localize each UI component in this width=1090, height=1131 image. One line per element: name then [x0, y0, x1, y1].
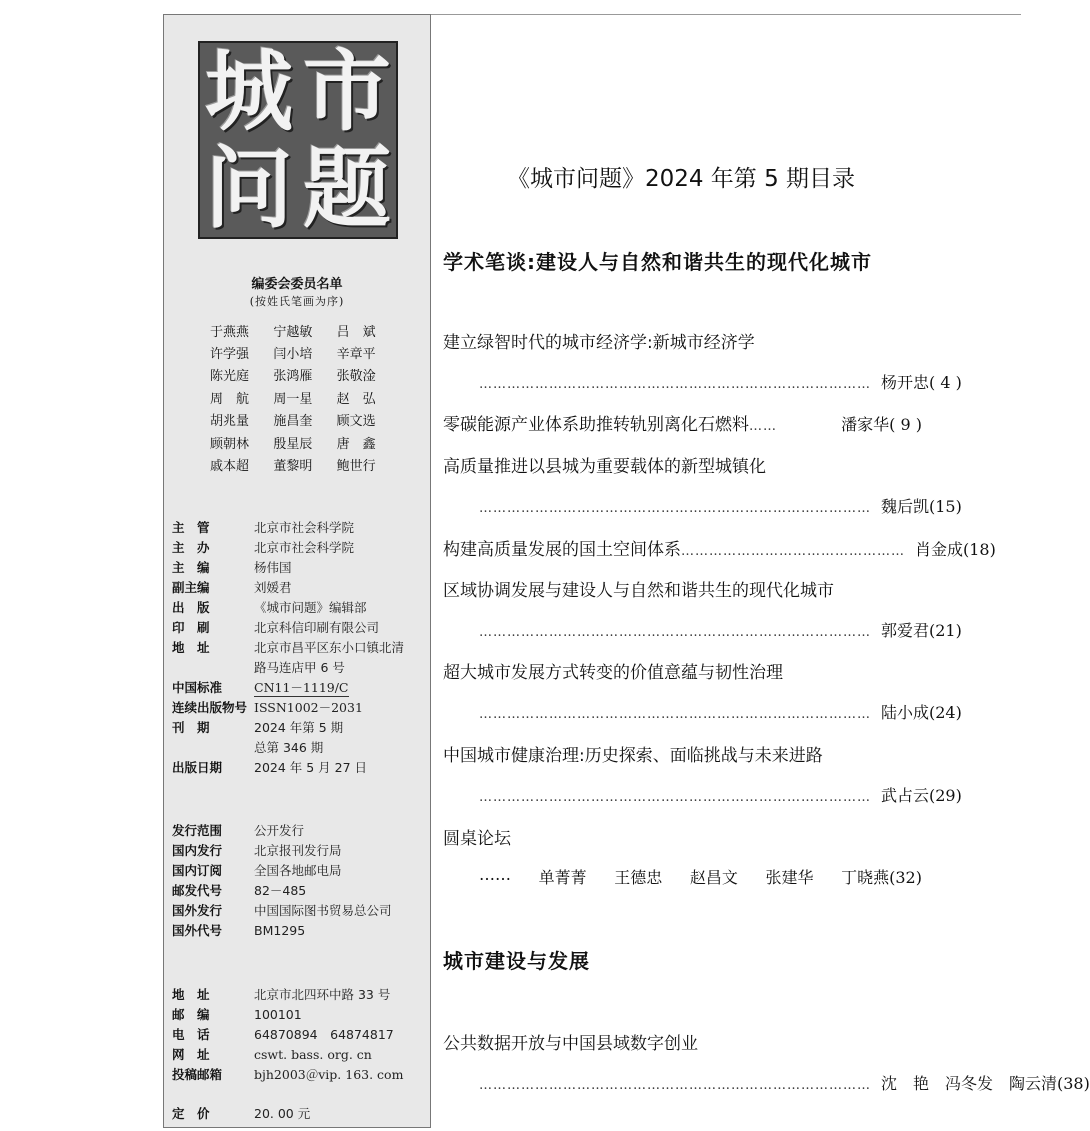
info-row: [172, 677, 430, 697]
member-name: 胡兆量: [210, 414, 250, 430]
info-row: [172, 1064, 430, 1084]
member-name: 顾朝林: [210, 436, 250, 452]
article-entry: [443, 410, 922, 435]
publication-info: [172, 517, 430, 777]
info-value: 2024 年第 5 期: [254, 720, 344, 735]
article-author-line: [479, 783, 962, 806]
member-name: 唐 鑫: [336, 436, 376, 452]
leader-dots: ……: [479, 865, 511, 884]
distribution-info: [172, 820, 430, 940]
member-name: 施昌奎: [273, 414, 313, 430]
member-name: 周一星: [273, 391, 313, 407]
info-value: 北京市北四环中路 33 号: [254, 987, 391, 1002]
article-author-line: [479, 1071, 1090, 1094]
leader-dots: …………………………………………………………………………: [479, 501, 871, 516]
member-name: 董黎明: [273, 459, 313, 475]
info-label: 副主编: [172, 580, 210, 595]
article-author-line: [479, 618, 962, 641]
info-row: [172, 1024, 430, 1044]
info-value: 刘媛君: [254, 580, 292, 595]
info-label: 主 办: [172, 540, 210, 555]
info-label: 地 址: [172, 640, 210, 655]
website-value: cswt. bass. org. cn: [254, 1046, 372, 1062]
info-value: 公开发行: [254, 823, 305, 838]
info-value: 《城市问题》编辑部: [254, 600, 367, 615]
article-author: 王德忠: [614, 868, 663, 887]
article-title: 圆桌论坛: [443, 829, 511, 849]
info-row: [172, 920, 430, 940]
info-label: 地 址: [172, 987, 210, 1002]
info-value: 杨伟国: [254, 560, 292, 575]
info-value: 北京市昌平区东小口镇北清: [254, 640, 405, 655]
member-name: 戚本超: [210, 459, 250, 475]
leader-dots: …………………………………………………………………………: [479, 377, 871, 392]
article-author: 武占云(29): [881, 786, 962, 805]
info-value: 2024 年 5 月 27 日: [254, 760, 368, 775]
info-label: 刊 期: [172, 720, 210, 735]
info-row: [172, 840, 430, 860]
article-author: 丁晓燕(32): [841, 868, 922, 887]
article-author: 潘家华( 9 ): [841, 415, 922, 434]
price-label: 定 价: [172, 1106, 210, 1121]
info-value: 北京报刊发行局: [254, 843, 342, 858]
table-of-contents: [431, 14, 1090, 1128]
roundtable-authors: [479, 865, 922, 888]
info-row: [172, 557, 430, 577]
article-entry: [443, 535, 996, 560]
info-value: BM1295: [254, 922, 306, 938]
info-value: 北京市社会科学院: [254, 540, 355, 555]
article-title: 构建高质量发展的国土空间体系: [443, 540, 681, 560]
editorial-board-members: [210, 319, 400, 476]
member-name: 顾文选: [336, 414, 376, 430]
info-row: [172, 537, 430, 557]
article-author-line: [479, 700, 962, 723]
member-name: 宁越敏: [273, 324, 313, 340]
member-name: 吕 斌: [336, 324, 376, 340]
info-row: [172, 860, 430, 880]
contact-info: [172, 984, 430, 1084]
article-title: 超大城市发展方式转变的价值意蕴与韧性治理: [443, 663, 783, 683]
article-author-line: [479, 370, 962, 393]
member-row: [210, 364, 400, 386]
info-value: 北京科信印刷有限公司: [254, 620, 380, 635]
article-author: 单菁菁: [538, 868, 587, 887]
member-name: 陈光庭: [210, 369, 250, 385]
member-name: 赵 弘: [336, 391, 376, 407]
info-row: [172, 617, 430, 637]
info-value: 中国国际图书贸易总公司: [254, 903, 392, 918]
info-label: 国外代号: [172, 923, 223, 938]
info-value: 100101: [254, 1006, 302, 1022]
editorial-board-title: 编委会委员名单: [251, 277, 343, 292]
logo-char: 市: [302, 39, 391, 143]
logo-char: 问: [204, 136, 293, 240]
info-label: 印 刷: [172, 620, 210, 635]
article-author: 沈 艳 冯冬发 陶云清(38): [881, 1074, 1090, 1093]
info-row: [172, 597, 430, 617]
article-author: 肖金成(18): [915, 540, 996, 559]
article-author: 魏后凯(15): [881, 497, 962, 516]
member-row: [210, 386, 400, 408]
member-name: 周 航: [210, 391, 250, 407]
article-author: 郭爱君(21): [881, 621, 962, 640]
info-row: [172, 577, 430, 597]
issn-number: ISSN1002－2031: [254, 700, 363, 715]
article-author: 陆小成(24): [881, 703, 962, 722]
info-row: [172, 657, 430, 677]
article-author: 杨开忠( 4 ): [881, 373, 962, 392]
info-row: [172, 717, 430, 737]
article-title: 公共数据开放与中国县域数字创业: [443, 1034, 698, 1054]
info-value: 北京市社会科学院: [254, 520, 355, 535]
editorial-board-note: (按姓氏笔画为序): [249, 295, 345, 308]
article-author: 张建华: [765, 868, 814, 887]
info-label: 发行范围: [172, 823, 223, 838]
info-label: 主 管: [172, 520, 210, 535]
info-value: 64870894 64874817: [254, 1027, 394, 1042]
info-value: 全国各地邮电局: [254, 863, 342, 878]
section-heading: 城市建设与发展: [443, 949, 590, 973]
member-row: [210, 341, 400, 363]
article-title: 中国城市健康治理:历史探索、面临挑战与未来进路: [443, 746, 823, 766]
article-author: 赵昌文: [689, 868, 738, 887]
top-rule: [431, 14, 1021, 15]
member-name: 于燕燕: [210, 324, 250, 340]
member-name: 张鸿雁: [273, 369, 313, 385]
logo-char: 题: [302, 136, 391, 240]
article-title: 建立绿智时代的城市经济学:新城市经济学: [443, 333, 755, 353]
leader-dots: …………………………………………………………………………: [479, 1078, 871, 1093]
info-row: [172, 737, 430, 757]
masthead-sidebar: [163, 14, 431, 1128]
member-row: [210, 453, 400, 475]
info-row: [172, 1044, 430, 1064]
info-label: 连续出版物号: [172, 700, 248, 715]
article-title: 区域协调发展与建设人与自然和谐共生的现代化城市: [443, 581, 834, 601]
info-row: [172, 697, 430, 717]
info-label: 邮 编: [172, 1007, 210, 1022]
info-label: 国内订阅: [172, 863, 223, 878]
info-label: 投稿邮箱: [172, 1067, 223, 1082]
member-name: 闫小培: [273, 347, 313, 363]
info-value: 总第 346 期: [254, 740, 324, 755]
member-row: [210, 431, 400, 453]
info-row: [172, 637, 430, 657]
email-value: bjh2003＠vip. 163. com: [254, 1067, 404, 1082]
price-value: 20. 00 元: [254, 1106, 311, 1121]
info-row: [172, 984, 430, 1004]
leader-dots: …………………………………………………………………………: [479, 790, 871, 805]
info-row: [172, 880, 430, 900]
info-row: [172, 900, 430, 920]
info-label: 网 址: [172, 1047, 210, 1062]
leader-dots: …………………………………………………………………………: [479, 707, 871, 722]
info-label: 中国标准: [172, 680, 223, 695]
info-row: [172, 1103, 430, 1123]
member-name: 张敬淦: [336, 369, 376, 385]
info-label: 出 版: [172, 600, 210, 615]
info-row: [172, 1004, 430, 1024]
section-heading: 学术笔谈:建设人与自然和谐共生的现代化城市: [443, 250, 872, 274]
price-info: [172, 1103, 430, 1123]
page-title: 《城市问题》2024 年第 5 期目录: [506, 166, 856, 192]
member-name: 许学强: [210, 347, 250, 363]
info-label: 国外发行: [172, 903, 223, 918]
leader-dots: ……: [749, 419, 777, 434]
info-label: 主 编: [172, 560, 210, 575]
logo-char: 城: [204, 39, 293, 143]
article-title: 高质量推进以县城为重要载体的新型城镇化: [443, 457, 766, 477]
info-label: 国内发行: [172, 843, 223, 858]
info-label: 电 话: [172, 1027, 210, 1042]
journal-logo: [198, 41, 398, 239]
leader-dots: …………………………………………: [681, 544, 905, 559]
member-row: [210, 319, 400, 341]
leader-dots: …………………………………………………………………………: [479, 625, 871, 640]
member-name: 殷星辰: [273, 436, 313, 452]
cn-number: CN11－1119/C: [254, 679, 349, 695]
member-row: [210, 409, 400, 431]
info-label: 邮发代号: [172, 883, 223, 898]
info-row: [172, 820, 430, 840]
article-author-line: [479, 494, 962, 517]
info-value: 路马连店甲 6 号: [254, 660, 345, 675]
info-row: [172, 757, 430, 777]
info-value: 82－485: [254, 883, 307, 898]
article-title: 零碳能源产业体系助推转轨别离化石燃料: [443, 415, 749, 435]
info-label: 出版日期: [172, 760, 223, 775]
member-name: 鲍世行: [336, 459, 376, 475]
info-row: [172, 517, 430, 537]
member-name: 辛章平: [336, 347, 376, 363]
